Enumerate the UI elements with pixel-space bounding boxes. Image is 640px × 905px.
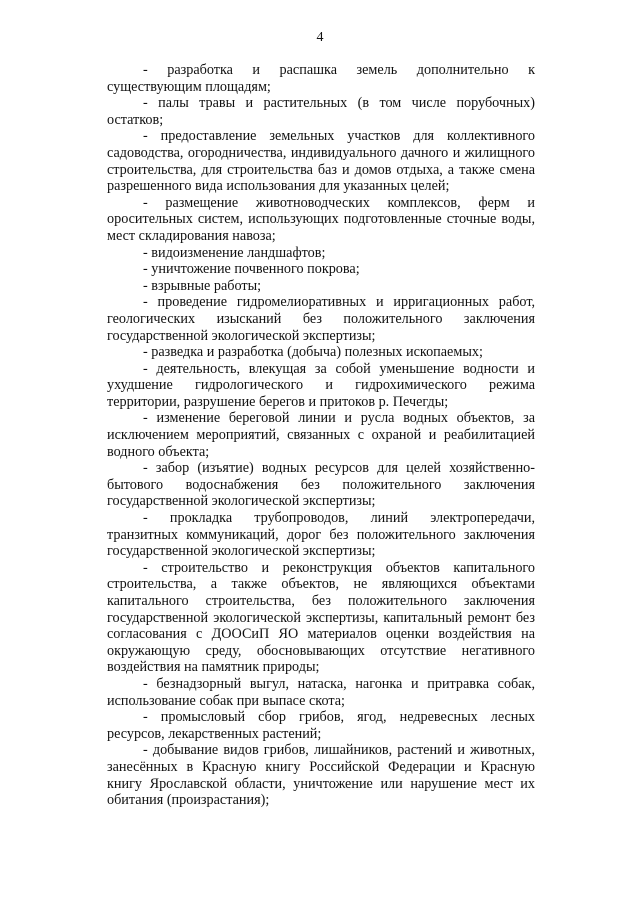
list-item: - уничтожение почвенного покрова; — [143, 261, 360, 278]
page-number: 4 — [316, 30, 324, 45]
prohibited-activities-list — [107, 62, 535, 809]
list-item: - строительство и реконструкция объектов капитального строительства, а также объектов, не являющихся объектами капитального строительства, без положительного заключения государственной экологической экспертизы, капитальный ремонт без согласования с ДООСиП ЯО материалов оценки воздействия на окружающую среду, обосновывающих отсутствие негативного воздействия на памятник природы; — [107, 559, 535, 676]
list-item: - размещение животноводческих комплексов, ферм и оросительных систем, использующих подготовленные сточные воды, мест складирования навоза; — [107, 194, 535, 244]
list-item: - забор (изъятие) водных ресурсов для целей хозяйственно-бытового водоснабжения без положительного заключения государственной экологической экспертизы; — [107, 460, 535, 510]
list-item: - палы травы и растительных (в том числе порубочных) остатков; — [107, 95, 535, 128]
list-item: - изменение береговой линии и русла водных объектов, за исключением мероприятий, связанных с охраной и реабилитацией водного объекта; — [107, 410, 535, 460]
list-item: - предоставление земельных участков для коллективного садоводства, огородничества, индивидуального дачного и жилищного строительства, для строительства баз и домов отдыха, а также смена разрешенного вида использования для указанных целей; — [107, 128, 535, 195]
list-item: - разработка и распашка земель дополнительно к существующим площадям; — [107, 62, 535, 95]
list-item: - безнадзорный выгул, натаска, нагонка и притравка собак, использование собак при выпасе скота; — [107, 675, 535, 709]
list-item: - взрывные работы; — [143, 277, 262, 294]
list-item: - деятельность, влекущая за собой уменьшение водности и ухудшение гидрологического и гидрохимического режима территории, разрушение берегов и притоков р. Печегды; — [107, 360, 535, 410]
list-item: - добывание видов грибов, лишайников, растений и животных, занесённых в Красную книгу Российской Федерации и Красную книгу Ярославской области, уничтожение или нарушение мест их обитания (произрастания); — [107, 742, 535, 809]
list-item: - видоизменение ландшафтов; — [143, 244, 326, 261]
list-item: - промысловый сбор грибов, ягод, недревесных лесных ресурсов, лекарственных растений; — [107, 709, 535, 742]
list-item: - разведка и разработка (добыча) полезных ископаемых; — [143, 344, 483, 361]
list-item: - прокладка трубопроводов, линий электропередачи, транзитных коммуникаций, дорог без положительного заключения государственной экологической экспертизы; — [107, 510, 535, 560]
list-item: - проведение гидромелиоративных и ирригационных работ, геологических изысканий без положительного заключения государственной экологической экспертизы; — [107, 294, 535, 344]
